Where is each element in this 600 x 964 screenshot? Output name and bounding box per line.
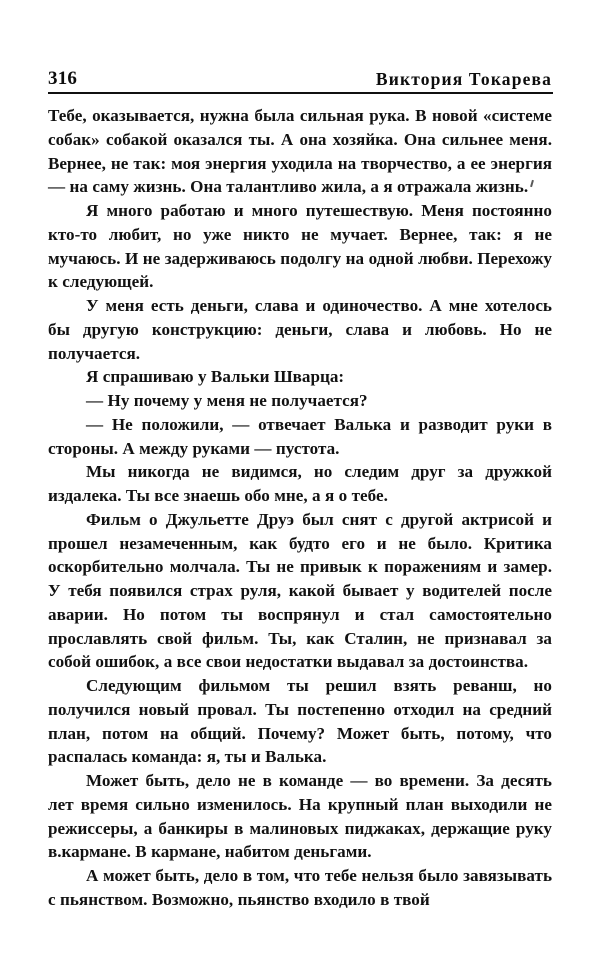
- running-head: [48, 60, 552, 88]
- dialogue-line: — Не положили, — отвечает Валька и разводит руки в стороны. А между руками — пустота.: [48, 414, 552, 458]
- body-text: [48, 104, 552, 912]
- paragraph: Фильм о Джульетте Друэ был снят с другой актрисой и прошел незамеченным, как будто его и не было. Критика оскорбительно молчала. Ты не привык к поражениям и замер. У тебя появился страх руля, какой бывает у водителей после аварии. Но потом ты воспрянул и стал самостоятельно прославлять свой фильм. Ты, как Сталин, не признавал за собой ошибок, а все свои недостатки выдавал за достоинства.: [48, 509, 552, 672]
- paragraph: Может быть, дело не в команде — во времени. За десять лет время сильно изменилось. На крупный план выходили не режиссеры, а банкиры в малиновых пиджаках, держащие руку в.кармане. В кармане, набитом деньгами.: [48, 771, 552, 862]
- author-name: Виктория Токарева: [375, 68, 552, 89]
- dialogue-line: — Ну почему у меня не получается?: [86, 391, 368, 410]
- paragraph: Я много работаю и много путешествую. Меня постоянно кто-то любит, но уже никто не мучает. Вернее, так: я не мучаюсь. И не задерживаюсь подолгу на одной любви. Перехожу к следующей.: [48, 201, 552, 292]
- paragraph: Я спрашиваю у Вальки Шварца:: [86, 367, 345, 387]
- paragraph: Следующим фильмом ты решил взять реванш, но получился новый провал. Ты постепенно отходил на средний план, потом на общий. Почему? Может быть, потому, что распалась команда: я, ты и Валька.: [48, 676, 552, 767]
- paragraph: А может быть, дело в том, что тебе нельзя было завязывать с пьянством. Возможно, пьянство входило в твой: [48, 866, 552, 909]
- paragraph: Мы никогда не видимся, но следим друг за дружкой издалека. Ты все знаешь обо мне, а я о тебе.: [48, 462, 552, 505]
- header-divider-rule: [48, 92, 553, 94]
- scan-artifact-speck: [530, 180, 534, 187]
- paragraph: У меня есть деньги, слава и одиночество. А мне хотелось бы другую конструкцию: деньги, слава и любовь. Но не получается.: [48, 296, 552, 363]
- page-number: 316: [48, 68, 78, 89]
- paragraph: Тебе, оказывается, нужна была сильная рука. В новой «системе собак» собакой оказался ты. А она хозяйка. Она сильнее меня. Вернее, не так: моя энергия уходила на творчество, а ее энергия — на саму жизнь. Она талантливо жила, а я отражала жизнь.: [48, 106, 552, 197]
